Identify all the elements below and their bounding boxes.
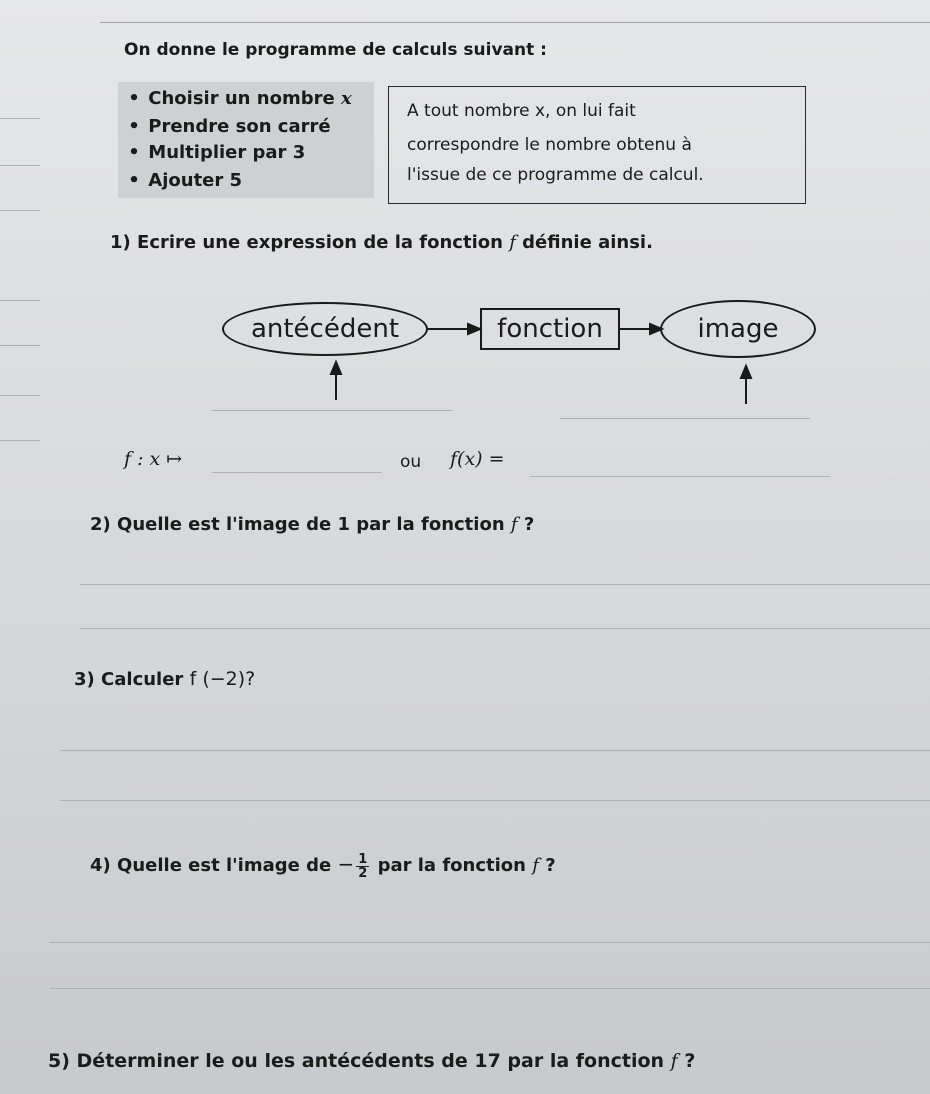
fraction <box>356 853 369 880</box>
question-text: par la fonction <box>377 855 526 876</box>
info-line: correspondre le nombre obtenu à <box>407 135 692 155</box>
bullet-icon: • <box>128 116 140 137</box>
arrowhead-icon <box>331 362 341 374</box>
info-line: A tout nombre x, on lui fait <box>407 101 636 121</box>
function-symbol: f <box>532 855 539 876</box>
question-3 <box>74 668 255 690</box>
function-symbol: f <box>510 514 518 535</box>
bullet-icon: • <box>128 88 140 109</box>
arrowhead-icon <box>741 366 751 378</box>
step-label: Ajouter 5 <box>148 170 243 191</box>
answer-line <box>212 472 382 473</box>
info-line: l'issue de ce programme de calcul. <box>407 165 704 185</box>
function-call: f (−2)? <box>189 668 256 690</box>
answer-line <box>50 988 930 989</box>
arrowhead-icon <box>468 324 480 334</box>
answer-line <box>80 584 930 585</box>
answer-line <box>60 750 930 751</box>
question-number: 3) <box>74 669 95 690</box>
question-number: 4) <box>90 855 111 876</box>
question-number: 1) <box>110 232 131 253</box>
question-text: Ecrire une expression de la fonction <box>137 232 503 253</box>
question-end: ? <box>523 514 535 535</box>
question-5 <box>48 1050 695 1072</box>
function-expression: f(x) = <box>450 448 505 470</box>
question-4 <box>90 852 556 880</box>
intro-text: On donne le programme de calculs suivant : <box>124 40 547 60</box>
question-text: Calculer <box>101 669 184 690</box>
step-variable: x <box>340 88 352 109</box>
question-text: Quelle est l'image de 1 par la fonction <box>117 514 505 535</box>
answer-line <box>50 942 930 943</box>
bullet-icon: • <box>128 142 140 163</box>
function-symbol: f <box>670 1050 678 1072</box>
question-end: ? <box>684 1050 696 1072</box>
question-end: ? <box>545 855 556 876</box>
question-text: définie ainsi. <box>522 232 653 253</box>
answer-line <box>60 800 930 801</box>
step-label: Multiplier par 3 <box>148 142 306 163</box>
answer-line <box>80 628 930 629</box>
step-label: Choisir un nombre <box>148 88 335 109</box>
function-mapping: f : x ↦ <box>124 448 183 470</box>
question-2 <box>90 514 534 535</box>
step-label: Prendre son carré <box>148 116 331 137</box>
function-symbol: f <box>509 232 516 253</box>
answer-line <box>560 418 810 419</box>
answer-line <box>530 476 830 477</box>
fonction-label: fonction <box>497 314 603 344</box>
or-text: ou <box>400 452 422 472</box>
fraction-numerator: 1 <box>358 851 368 867</box>
fraction-denominator: 2 <box>358 865 368 881</box>
arrowhead-icon <box>650 324 662 334</box>
bullet-icon: • <box>128 170 140 191</box>
answer-line <box>212 410 452 411</box>
image-label: image <box>697 314 779 344</box>
question-text: Déterminer le ou les antécédents de 17 par la fonction <box>76 1050 665 1072</box>
question-number: 2) <box>90 514 111 535</box>
minus-sign: − <box>337 852 355 876</box>
question-number: 5) <box>48 1050 70 1072</box>
antecedent-label: antécédent <box>250 314 400 344</box>
question-text: Quelle est l'image de <box>117 855 332 876</box>
